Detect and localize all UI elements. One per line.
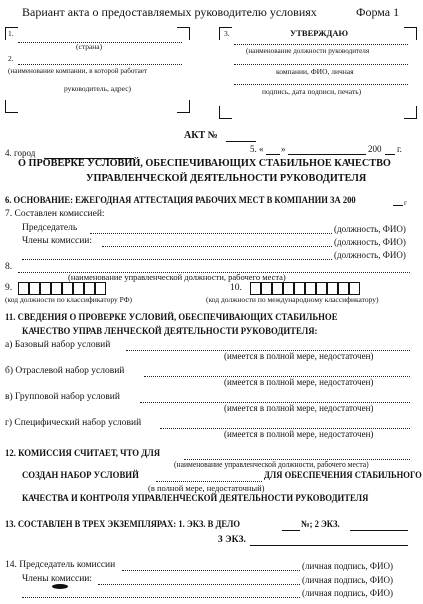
member1-hint <box>334 237 406 247</box>
code-cell[interactable] <box>261 282 272 295</box>
left-corner-top-right <box>177 27 190 40</box>
section12-quality-text: КАЧЕСТВА И КОНТРОЛЯ УПРАВЛЕНЧЕСКОЙ ДЕЯТЕЛЬНОСТИ РУКОВОДИТЕЛЯ <box>22 494 369 504</box>
item-a-hint <box>224 351 373 361</box>
date-year-text: 200 <box>368 144 382 154</box>
approver-company-line[interactable] <box>234 64 408 65</box>
left-corner-bottom-right <box>177 100 190 113</box>
chair-hint <box>334 224 406 234</box>
date-year-line[interactable] <box>385 154 395 155</box>
section6-basis <box>5 196 395 206</box>
member2-line[interactable] <box>22 259 332 260</box>
code-cell[interactable] <box>18 282 29 295</box>
section10-number <box>230 283 242 293</box>
item-b-hint-text: (имеется в полной мере, недостаточен) <box>224 377 374 387</box>
form-label <box>356 5 399 20</box>
section14-chair-line[interactable] <box>122 570 300 571</box>
section7-text: 7. Составлен комиссией: <box>5 209 105 219</box>
code-cell[interactable] <box>250 282 261 295</box>
item-b-hint <box>224 377 373 387</box>
code-cell[interactable] <box>316 282 327 295</box>
code-cell[interactable] <box>294 282 305 295</box>
code-cell[interactable] <box>305 282 316 295</box>
item-d-text: г) Специфический набор условий <box>5 418 142 428</box>
member1-line[interactable] <box>102 246 332 247</box>
code-cell[interactable] <box>338 282 349 295</box>
company-hint-2-text: руководитель, адрес) <box>64 84 132 93</box>
right-corner-top-right <box>404 27 417 40</box>
item-a-hint-text: (имеется в полной мере, недостаточен) <box>224 351 374 361</box>
item-c-label <box>5 392 120 402</box>
section14-member2-hint <box>302 588 393 598</box>
left-corner-bottom <box>5 100 18 113</box>
act-number-label-text: АКТ № <box>184 130 218 141</box>
approver-sign-hint-text: подпись, дата подписи, печать) <box>262 87 362 96</box>
field-2-number <box>8 54 14 63</box>
approve-label-text: УТВЕРЖДАЮ <box>290 28 349 38</box>
city-label-text: 4. город <box>5 148 36 158</box>
section13-no-line[interactable] <box>282 530 300 531</box>
section9-hint-text: (код должности по классификатору РФ) <box>5 295 133 304</box>
section8-num-text: 8. <box>5 262 13 272</box>
date-year <box>368 144 382 154</box>
section10-hint-text: (код должности по международному классификатору) <box>206 295 379 304</box>
code-cell[interactable] <box>73 282 84 295</box>
code-cell[interactable] <box>95 282 106 295</box>
section12-ensure-text: ДЛЯ ОБЕСПЕЧЕНИЯ СТАБИЛЬНОГО <box>264 471 422 481</box>
document-title <box>22 5 317 20</box>
section9-number <box>5 283 12 293</box>
section12-measure-line[interactable] <box>156 481 262 482</box>
date-month-line[interactable] <box>288 154 366 155</box>
field-3-number <box>224 29 230 38</box>
section13-no <box>301 520 344 530</box>
item-d-label <box>5 418 141 428</box>
item-c-hint <box>224 403 373 413</box>
section13-third-text: 3 ЭКЗ. <box>218 535 246 545</box>
section14-chair <box>5 560 115 570</box>
approver-sign-hint <box>262 87 361 96</box>
section14-chair-hint-text: (личная подпись, ФИО) <box>302 561 394 571</box>
section14-members-text: Члены комиссии: <box>22 574 93 584</box>
section11-line1 <box>5 313 366 323</box>
section14-member1-hint <box>302 575 393 585</box>
section13-no-text: №; 2 ЭКЗ. <box>301 520 340 530</box>
act-title-line2 <box>86 172 387 184</box>
section10-hint <box>206 295 378 304</box>
act-number-label <box>184 130 218 141</box>
ink-blot <box>52 584 68 589</box>
section12-ensure <box>264 471 423 481</box>
section14-member1-hint-text: (личная подпись, ФИО) <box>302 575 394 585</box>
section13-third <box>218 535 246 545</box>
section9-num-text: 9. <box>5 283 13 293</box>
code-cell[interactable] <box>62 282 73 295</box>
item-d-hint <box>224 429 373 439</box>
members-label-text: Члены комиссии: <box>22 236 93 246</box>
approver-position-line[interactable] <box>234 44 408 45</box>
code-cell[interactable] <box>349 282 360 295</box>
field-2-num-text: 2. <box>8 54 14 63</box>
chair-hint-text: (должность, ФИО) <box>334 224 406 234</box>
section12-label <box>5 449 174 459</box>
section9-hint <box>5 295 132 304</box>
right-corner-bottom-left <box>219 106 232 119</box>
right-corner-bottom-right <box>404 106 417 119</box>
code-cell[interactable] <box>51 282 62 295</box>
item-b-text: б) Отраслевой набор условий <box>5 366 125 376</box>
section12-created-text: СОЗДАН НАБОР УСЛОВИЙ <box>22 471 139 481</box>
member2-hint-text: (должность, ФИО) <box>334 250 406 260</box>
approver-company-hint <box>276 67 354 76</box>
country-hint-text: (страна) <box>76 42 103 51</box>
code-cell[interactable] <box>29 282 40 295</box>
section12-position-hint <box>174 460 379 469</box>
member2-hint <box>334 250 406 260</box>
act-number-line[interactable] <box>226 141 256 142</box>
company-hint-2 <box>64 84 131 93</box>
date-prefix-text: 5. « <box>250 144 264 154</box>
date-mid <box>281 144 286 154</box>
section6-year-line[interactable] <box>393 205 403 206</box>
field-1-num-text: 1. <box>8 29 14 38</box>
section11-line2 <box>22 327 343 337</box>
act-title-line1 <box>18 157 419 169</box>
chair-label <box>22 223 77 233</box>
document-title-text: Вариант акта о предоставляемых руководителю условиях <box>22 5 317 19</box>
section12-created <box>22 471 149 481</box>
approver-sign-line[interactable] <box>234 84 408 85</box>
section12-measure-hint-text: (в полной мере, недостаточный) <box>148 483 265 493</box>
item-c-text: в) Групповой набор условий <box>5 392 120 402</box>
date-year-g <box>397 144 402 154</box>
section14-member2-line[interactable] <box>22 597 300 598</box>
chair-line[interactable] <box>90 233 332 234</box>
company-hint-1-text: (наименование компании, в которой работает <box>8 66 148 75</box>
code-cell[interactable] <box>40 282 51 295</box>
section11-line2-text: КАЧЕСТВО УПРАВ ЛЕНЧЕСКОЙ ДЕЯТЕЛЬНОСТИ РУКОВОДИТЕЛЯ: <box>22 327 318 337</box>
section14-members <box>22 574 92 584</box>
act-title-line1-text: О ПРОВЕРКЕ УСЛОВИЙ, ОБЕСПЕЧИВАЮЩИХ СТАБИЛЬНОЕ КАЧЕСТВО <box>18 157 391 169</box>
section14-member1-line[interactable] <box>98 584 300 585</box>
form-label-text: Форма 1 <box>356 5 400 19</box>
item-a-text: а) Базовый набор условий <box>5 340 111 350</box>
section10-num-text: 10. <box>230 283 242 293</box>
section6-suffix-text: г <box>404 198 408 207</box>
member1-hint-text: (должность, ФИО) <box>334 237 406 247</box>
section13-copy2-line[interactable] <box>350 530 408 531</box>
section8-hint <box>68 272 286 282</box>
section13-copy3-line[interactable] <box>250 545 408 546</box>
section11-line1-text: 11. СВЕДЕНИЯ О ПРОВЕРКЕ УСЛОВИЙ, ОБЕСПЕЧИВАЮЩИХ СТАБИЛЬНОЕ <box>5 313 338 323</box>
section8-hint-text: (наименование управленческой должности, рабочего места) <box>68 272 286 282</box>
date-day-line[interactable] <box>266 154 280 155</box>
section14-chair-text: 14. Председатель комиссии <box>5 560 116 570</box>
date-label <box>250 144 264 154</box>
item-c-hint-text: (имеется в полной мере, недостаточен) <box>224 403 374 413</box>
country-hint <box>76 42 102 51</box>
item-b-label <box>5 366 124 376</box>
item-d-hint-text: (имеется в полной мере, недостаточен) <box>224 429 374 439</box>
section12-text: 12. КОМИССИЯ СЧИТАЕТ, ЧТО ДЛЯ <box>5 449 161 459</box>
section12-measure-hint <box>148 483 264 493</box>
field-1-number <box>8 29 14 38</box>
company-hint-1 <box>8 66 153 75</box>
approver-position-hint-text: (наименование должности руководителя <box>246 46 370 55</box>
section6-suffix <box>404 198 407 207</box>
approver-company-hint-text: компании, ФИО, личная <box>276 67 354 76</box>
field-3-num-text: 3. <box>224 29 230 38</box>
section6-text: 6. ОСНОВАНИЕ: ЕЖЕГОДНАЯ АТТЕСТАЦИЯ РАБОЧИХ МЕСТ В КОМПАНИИ ЗА 200 <box>5 196 356 206</box>
approve-label <box>290 28 348 38</box>
date-year-g-text: г. <box>397 144 402 154</box>
section8-number <box>5 262 12 272</box>
section14-member2-hint-text: (личная подпись, ФИО) <box>302 588 394 598</box>
code-cell[interactable] <box>84 282 95 295</box>
item-a-label <box>5 340 110 350</box>
date-mid-text: » <box>281 144 286 154</box>
section7-label <box>5 209 105 219</box>
approver-position-hint <box>246 46 376 55</box>
code-cell[interactable] <box>283 282 294 295</box>
code-cell[interactable] <box>272 282 283 295</box>
section13-label <box>5 520 266 530</box>
section14-chair-hint <box>302 561 393 571</box>
company-line[interactable] <box>18 64 182 65</box>
section12-position-hint-text: (наименование управленческой должности, рабочего места) <box>174 460 369 469</box>
section13-text: 13. СОСТАВЛЕН В ТРЕХ ЭКЗЕМПЛЯРАХ: 1. ЭКЗ. В ДЕЛО <box>5 520 241 530</box>
chair-label-text: Председатель <box>22 223 78 233</box>
code-cell[interactable] <box>327 282 338 295</box>
members-label <box>22 236 92 246</box>
act-title-line2-text: УПРАВЛЕНЧЕСКОЙ ДЕЯТЕЛЬНОСТИ РУКОВОДИТЕЛЯ <box>86 172 367 184</box>
section12-quality <box>22 494 403 504</box>
